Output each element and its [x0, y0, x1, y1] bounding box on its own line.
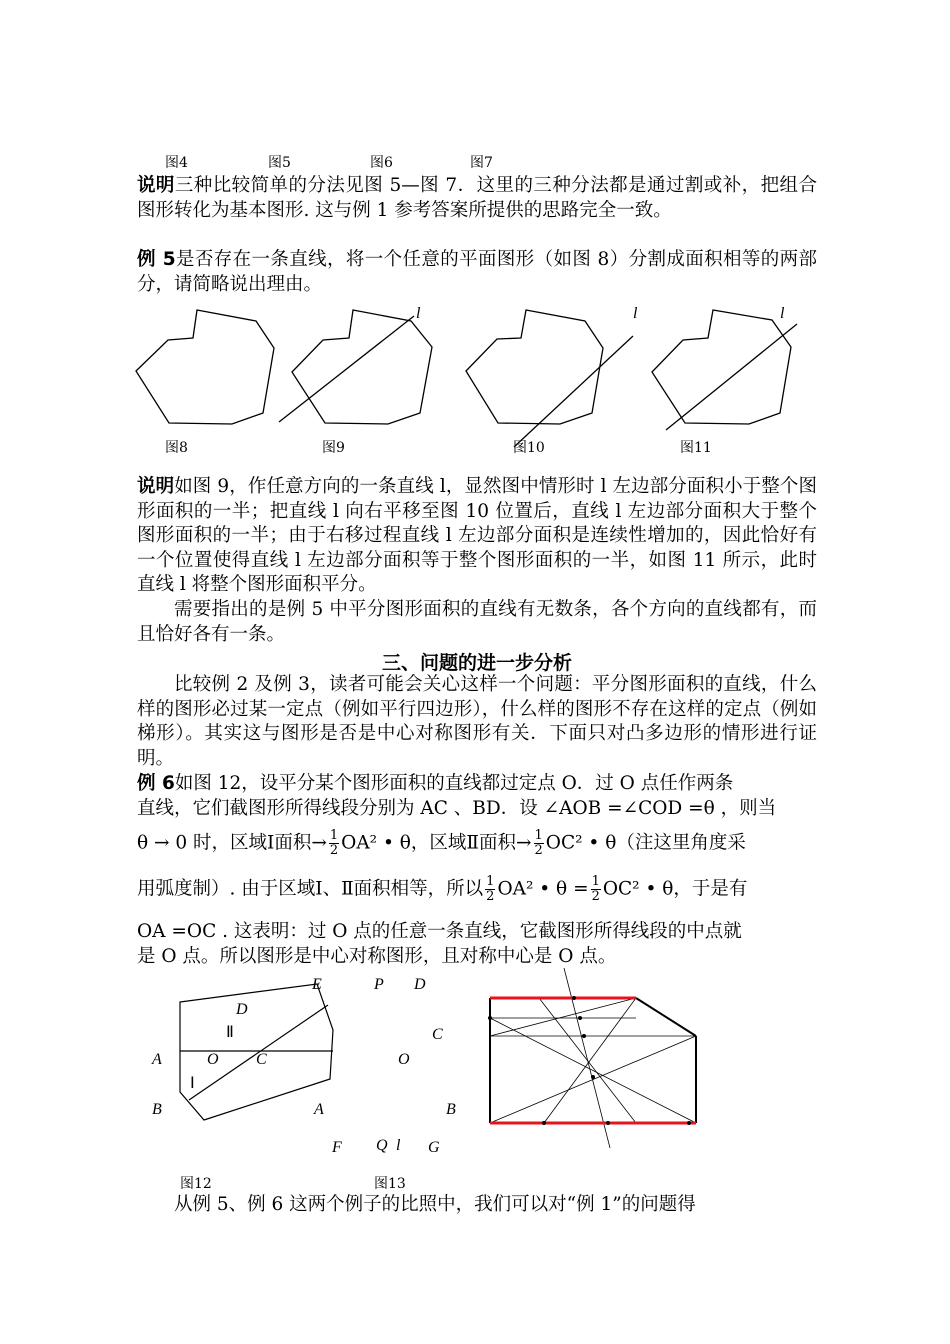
fig13-label-B: B: [446, 1101, 456, 1118]
caption-fig6: 图6: [370, 155, 393, 171]
caption-fig13: 图13: [374, 1176, 406, 1192]
closing-line: 从例 5、例 6 这两个例子的比照中，我们可以对“例 1”的问题得: [174, 1194, 696, 1215]
fig13-point: [578, 1016, 582, 1020]
example6-line2: 直线，它们截图形所得线段分别为 AC 、BD．设 ∠AOB =∠COD =θ ，则当: [137, 798, 777, 819]
fig13-label-l: l: [396, 1137, 401, 1154]
example6-line4: [137, 875, 817, 904]
fig13-point: [542, 1121, 546, 1125]
fig13-diag-1: [490, 1018, 696, 1123]
fig12-label-D: D: [236, 1001, 248, 1018]
fig13-label-Q: Q: [376, 1137, 388, 1154]
section-heading: 三、问题的进一步分析: [381, 652, 572, 674]
paragraph-example5: [137, 248, 817, 297]
fig12-label-A-bottom: A: [314, 1101, 324, 1118]
figure-13-labels: [330, 972, 443, 1162]
fig13-diag-3: [490, 998, 636, 1036]
fig9-line: [279, 316, 414, 422]
figure-13-label-B: [444, 1097, 474, 1127]
caption-fig9: 图9: [322, 440, 345, 456]
caption-fig7: 图7: [470, 155, 493, 171]
fig9-l-label: l: [416, 305, 421, 322]
fig13-slant-side: [636, 998, 696, 1036]
note2-text: 如图 9，作任意方向的一条直线 l，显然图中情形时 l 左边部分面积小于整个图形面积的一半；把直线 l 向右平移至图 10 位置后，直线 l 左边部分面积大于整个图形面积的一半；由于右移过程直线 l 左边部分面积是连续性增加的，因此恰好有一个位置使得直线 l 左边部分面积等于整个图形面积的一半，如图 11 所示，此时直线 l 将整个图形面积平分。: [137, 476, 817, 595]
fig13-diag-4: [544, 998, 636, 1123]
note-label: 说明: [137, 175, 175, 196]
paragraph-analysis: 比较例 2 及例 3，读者可能会关心这样一个问题：平分图形面积的直线，什么样的图形必过某一定点（例如平行四边形），什么样的图形不存在这样的定点（例如梯形）。其实这与图形是否是中心对称图形有关．下面只对凸多边形的情形进行证明。: [137, 674, 817, 769]
fig13-diag-2: [490, 1036, 696, 1123]
fig12-label-I: Ⅰ: [190, 1075, 195, 1092]
fig13-point: [687, 1121, 691, 1125]
example6-line3-b: OA² • θ，区域Ⅱ面积→: [341, 832, 532, 854]
fig13-label-P: P: [374, 976, 384, 993]
example5-label: 例 5: [137, 249, 176, 270]
fig12-label-C: C: [256, 1051, 267, 1068]
fig8-polygon: [136, 310, 274, 424]
paragraph-note-1: [137, 174, 817, 223]
fig13-line-l: [564, 968, 610, 1148]
fraction-half: $\frac{1}{2}$: [591, 874, 600, 904]
fig13-point: [591, 1075, 595, 1079]
caption-fig8: 图8: [165, 440, 188, 456]
fig13-label-O: O: [398, 1051, 410, 1068]
example6-line1: [137, 772, 817, 797]
note2-label: 说明: [137, 476, 175, 497]
fig13-point: [582, 1034, 586, 1038]
fig13-point: [606, 1121, 610, 1125]
fig12-label-O: O: [207, 1051, 219, 1068]
figure-row-8-11: [0, 300, 950, 460]
fig12-label-A-left: A: [152, 1051, 162, 1068]
example6-label: 例 6: [137, 773, 175, 794]
example6-line4-a: 用弧度制）. 由于区域Ⅰ、Ⅱ面积相等，所以: [137, 878, 484, 900]
fig13-label-G: G: [428, 1139, 440, 1156]
paragraph-remark: 需要指出的是例 5 中平分图形面积的直线有无数条，各个方向的直线都有，而且恰好各有一条。: [137, 599, 817, 645]
fig13-point: [572, 996, 576, 1000]
fig12-label-B: B: [152, 1101, 162, 1118]
fig13-label-C: C: [432, 1026, 443, 1043]
fig11-polygon: [652, 310, 791, 424]
example5-text: 是否存在一条直线，将一个任意的平面图形（如图 8）分割成面积相等的两部分，请简略说出理由。: [137, 249, 817, 295]
fraction-half: $\frac{1}{2}$: [534, 828, 543, 858]
fig11-l-label: l: [780, 305, 785, 322]
fig12-label-E: E: [312, 976, 322, 993]
example6-line3-a: θ → 0 时，区域Ⅰ面积→: [137, 832, 327, 854]
fig10-l-label: l: [633, 305, 638, 322]
example6-line4-c: OC² • θ，于是有: [602, 878, 748, 900]
caption-fig11: 图11: [680, 440, 712, 456]
example6-line1-text: 如图 12，设平分某个图形面积的直线都过定点 O．过 O 点任作两条: [174, 773, 734, 794]
note-text: 三种比较简单的分法见图 5—图 7．这里的三种分法都是通过割或补，把组合图形转化为基本图形. 这与例 1 参考答案所提供的思路完全一致。: [137, 175, 817, 221]
figure-13: [484, 966, 724, 1146]
example6-line5: OA =OC . 这表明：过 O 点的任意一条直线，它截图形所得线段的中点就: [137, 921, 742, 942]
fig13-label-D: D: [414, 976, 426, 993]
caption-fig5: 图5: [268, 155, 291, 171]
caption-fig12: 图12: [180, 1176, 212, 1192]
fraction-half: $\frac{1}{2}$: [486, 874, 495, 904]
fig10-polygon: [466, 310, 603, 424]
fig12-label-II: Ⅱ: [226, 1024, 234, 1041]
example6-line4-b: OA² • θ =: [497, 878, 589, 900]
fraction-half: $\frac{1}{2}$: [329, 828, 339, 858]
fig13-point: [488, 1016, 492, 1020]
caption-fig10: 图10: [513, 440, 545, 456]
fig10-line: [514, 336, 633, 447]
fig9-polygon: [292, 310, 432, 424]
example6-line3: [137, 829, 817, 858]
example6-line6: 是 O 点。所以图形是中心对称图形，且对称中心是 O 点。: [137, 946, 617, 967]
caption-fig4: 图4: [165, 155, 188, 171]
fig13-label-F: F: [332, 1139, 342, 1156]
paragraph-note-2: [137, 475, 817, 598]
example6-line3-c: OC² • θ（注这里角度采: [545, 832, 746, 854]
